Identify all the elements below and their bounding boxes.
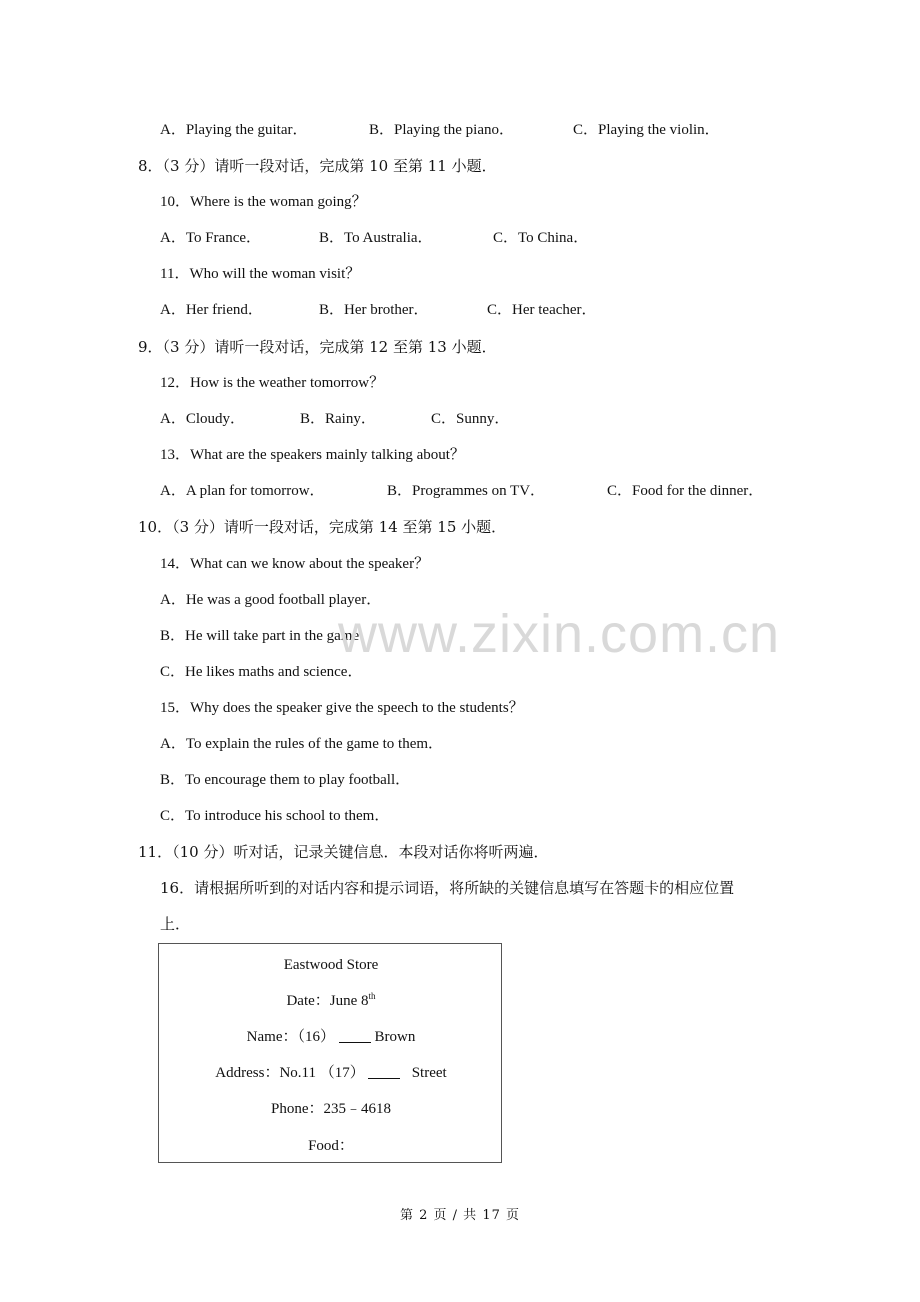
section-10-header: 10．（3 分）请听一段对话，完成第 14 至第 15 小题． [138,518,507,536]
question-10: 10．Where is the woman going？ [160,194,367,210]
q9-option-a: A．Playing the guitar． [160,122,308,138]
q14-option-c: C．He likes maths and science． [160,664,363,680]
q10-option-c: C．To China． [493,230,589,246]
store-date: Date：June 8 [286,993,369,1009]
q10-option-a: A．To France． [160,230,262,246]
section-8-header: 8．（3 分）请听一段对话，完成第 10 至第 11 小题． [138,157,497,175]
q15-option-a: A．To explain the rules of the game to them． [160,736,444,752]
q12-option-c: C．Sunny． [431,411,510,427]
q15-option-c: C．To introduce his school to them． [160,808,390,824]
question-15: 15．Why does the speaker give the speech to the students？ [160,700,524,716]
blank-17[interactable] [368,1064,400,1079]
q14-option-b: B．He will take part in the game． [160,628,375,644]
store-name-label: Name：（16） [246,1029,335,1045]
q10-option-b: B．To Australia． [319,230,433,246]
q11-option-c: C．Her teacher． [487,302,597,318]
q14-option-a: A．He was a good football player． [160,592,382,608]
store-food: Food： [308,1138,354,1154]
blank-16[interactable] [339,1028,371,1043]
store-name-suffix: Brown [374,1029,416,1045]
q13-option-c: C．Food for the dinner． [607,483,764,499]
section-11-header: 11．（10 分）听对话，记录关键信息．本段对话你将听两遍． [138,843,549,861]
q15-option-b: B．To encourage them to play football． [160,772,411,788]
q13-option-a: A．A plan for tomorrow． [160,483,325,499]
store-date-row [159,991,503,1011]
store-phone: Phone：235﹣4618 [270,1101,391,1117]
q11-option-a: A．Her friend． [160,302,263,318]
q11-option-b: B．Her brother． [319,302,429,318]
q9-option-b: B．Playing the piano． [369,122,514,138]
q12-option-a: A．Cloudy． [160,411,246,427]
store-form-box [158,943,502,1163]
watermark: www.zixin.com.cn [338,604,781,664]
store-title: Eastwood Store [283,957,379,973]
store-date-suffix: th [368,991,376,1001]
q13-option-b: B．Programmes on TV． [387,483,546,499]
section-9-header: 9．（3 分）请听一段对话，完成第 12 至第 13 小题． [138,338,497,356]
question-16-line-1: 16．请根据所听到的对话内容和提示词语，将所缺的关键信息填写在答题卡的相应位置 [160,879,735,897]
question-11: 11．Who will the woman visit？ [160,266,361,282]
question-14: 14．What can we know about the speaker？ [160,556,430,572]
page-number-footer: 第 2 页 / 共 17 页 [400,1208,520,1223]
question-12: 12．How is the weather tomorrow？ [160,375,385,391]
store-address-label: Address：No.11 （17） [215,1065,365,1081]
question-16-line-2: 上． [160,915,191,933]
question-13: 13．What are the speakers mainly talking about？ [160,447,465,463]
q9-option-c: C．Playing the violin． [573,122,720,138]
store-address-row [159,1063,503,1083]
q12-option-b: B．Rainy． [300,411,376,427]
store-address-suffix: Street [411,1065,447,1081]
store-name-row [159,1027,503,1047]
